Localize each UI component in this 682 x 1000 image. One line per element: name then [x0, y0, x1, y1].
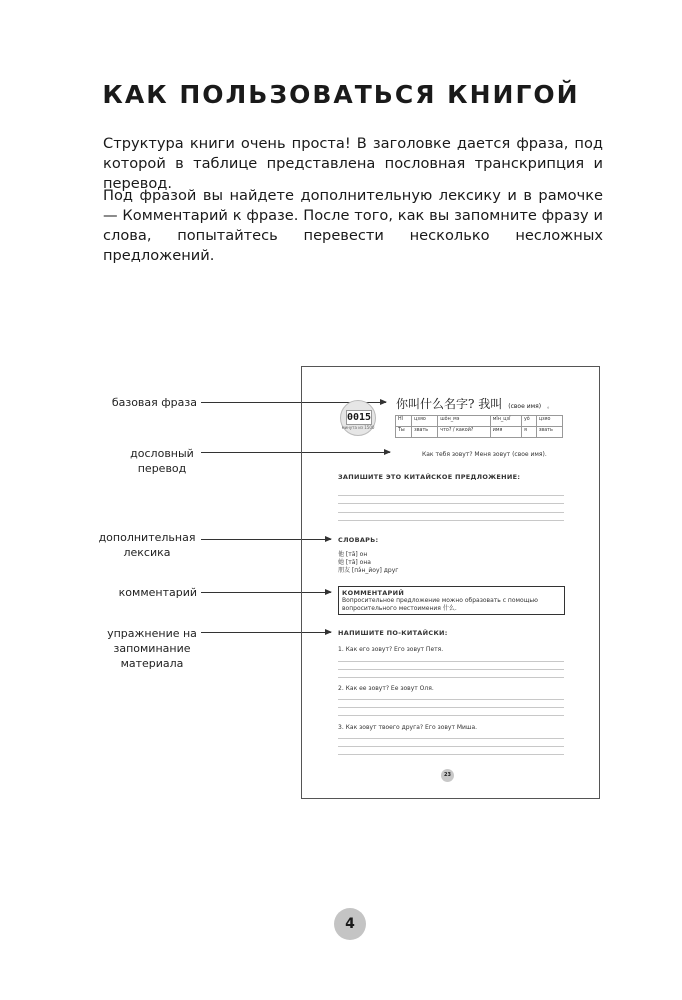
intro-paragraph-1: Структура книги очень проста! В заголовке дается фраза, под которой в таблице представлена пословная транскрипция и перевод. [103, 135, 603, 192]
base-phrase [396, 395, 553, 412]
table-cell: шǒн_мэ [438, 416, 491, 427]
vocab-heading: СЛОВАРЬ: [338, 536, 379, 544]
label-base-phrase: базовая фраза [111, 396, 197, 409]
table-cell: имя [490, 427, 521, 438]
table-cell: звать [412, 427, 438, 438]
writing-line [338, 746, 564, 747]
table-cell: что? / какой? [438, 427, 491, 438]
table-cell: мǐн_цзǐ [490, 416, 521, 427]
table-cell: Нǐ [396, 416, 412, 427]
exercise-heading: НАПИШИТЕ ПО-КИТАЙСКИ: [338, 629, 448, 637]
writing-line [338, 707, 564, 708]
write-heading: ЗАПИШИТЕ ЭТО КИТАЙСКОЕ ПРЕДЛОЖЕНИЕ: [338, 473, 521, 481]
vocab-item: 他 [тā] он [338, 551, 368, 558]
table-cell: я [521, 427, 536, 438]
label-exercise: упражнение на запоминание материала [107, 627, 197, 670]
exercise-item: 2. Как ее зовут? Ее зовут Оля. [338, 685, 434, 692]
table-row [396, 427, 563, 438]
writing-line [338, 715, 564, 716]
timer-caption: минута из 1500 [341, 425, 375, 430]
writing-line [338, 495, 564, 496]
page-title: КАК ПОЛЬЗОВАТЬСЯ КНИГОЙ [102, 80, 580, 109]
phrase-chinese: 你叫什么名字? 我叫 [396, 397, 503, 411]
writing-line [338, 512, 564, 513]
page-number: 4 [334, 908, 366, 940]
table-cell: Ты [396, 427, 412, 438]
table-cell: звать [536, 427, 562, 438]
transcription-table [395, 415, 563, 438]
writing-line [338, 677, 564, 678]
phrase-note: (свое имя) [508, 403, 542, 410]
writing-line [338, 503, 564, 504]
exercise-item: 1. Как его зовут? Его зовут Петя. [338, 646, 444, 653]
writing-line [338, 520, 564, 521]
label-literal-translation: дословный перевод [130, 447, 194, 475]
writing-line [338, 669, 564, 670]
exercise-item: 3. Как зовут твоего друга? Его зовут Миша. [338, 724, 478, 731]
comment-box [338, 586, 565, 615]
label-comment: комментарий [118, 586, 197, 599]
label-extra-vocab: дополнительная лексика [98, 531, 196, 559]
table-cell: цзяо [412, 416, 438, 427]
table-row [396, 416, 563, 427]
vocab-item: 她 [тā] она [338, 559, 371, 566]
writing-line [338, 738, 564, 739]
sample-page [301, 366, 600, 799]
comment-text: Вопросительное предложение можно образовать с помощью вопросительного местоимения 什么. [342, 597, 538, 612]
timer-digits: 0015 [347, 412, 372, 423]
table-cell: цзяо [536, 416, 562, 427]
vocab-item: 朋友 [пэ́н_йоу] друг [338, 567, 399, 574]
literal-translation: Как тебя зовут? Меня зовут (свое имя). [422, 451, 547, 458]
writing-line [338, 699, 564, 700]
table-cell: уǒ [521, 416, 536, 427]
writing-line [338, 661, 564, 662]
comment-heading: КОММЕНТАРИЙ [342, 589, 405, 597]
intro-paragraph-2: Под фразой вы найдете дополнительную лексику и в рамочке — Комментарий к фразе. После того, как вы запомните фразу и слова, попытайтесь перевести несколько несложных предложений. [103, 187, 603, 264]
writing-line [338, 754, 564, 755]
timer-icon [340, 400, 376, 436]
phrase-end: 。 [547, 403, 554, 410]
sample-page-number: 23 [441, 769, 454, 782]
